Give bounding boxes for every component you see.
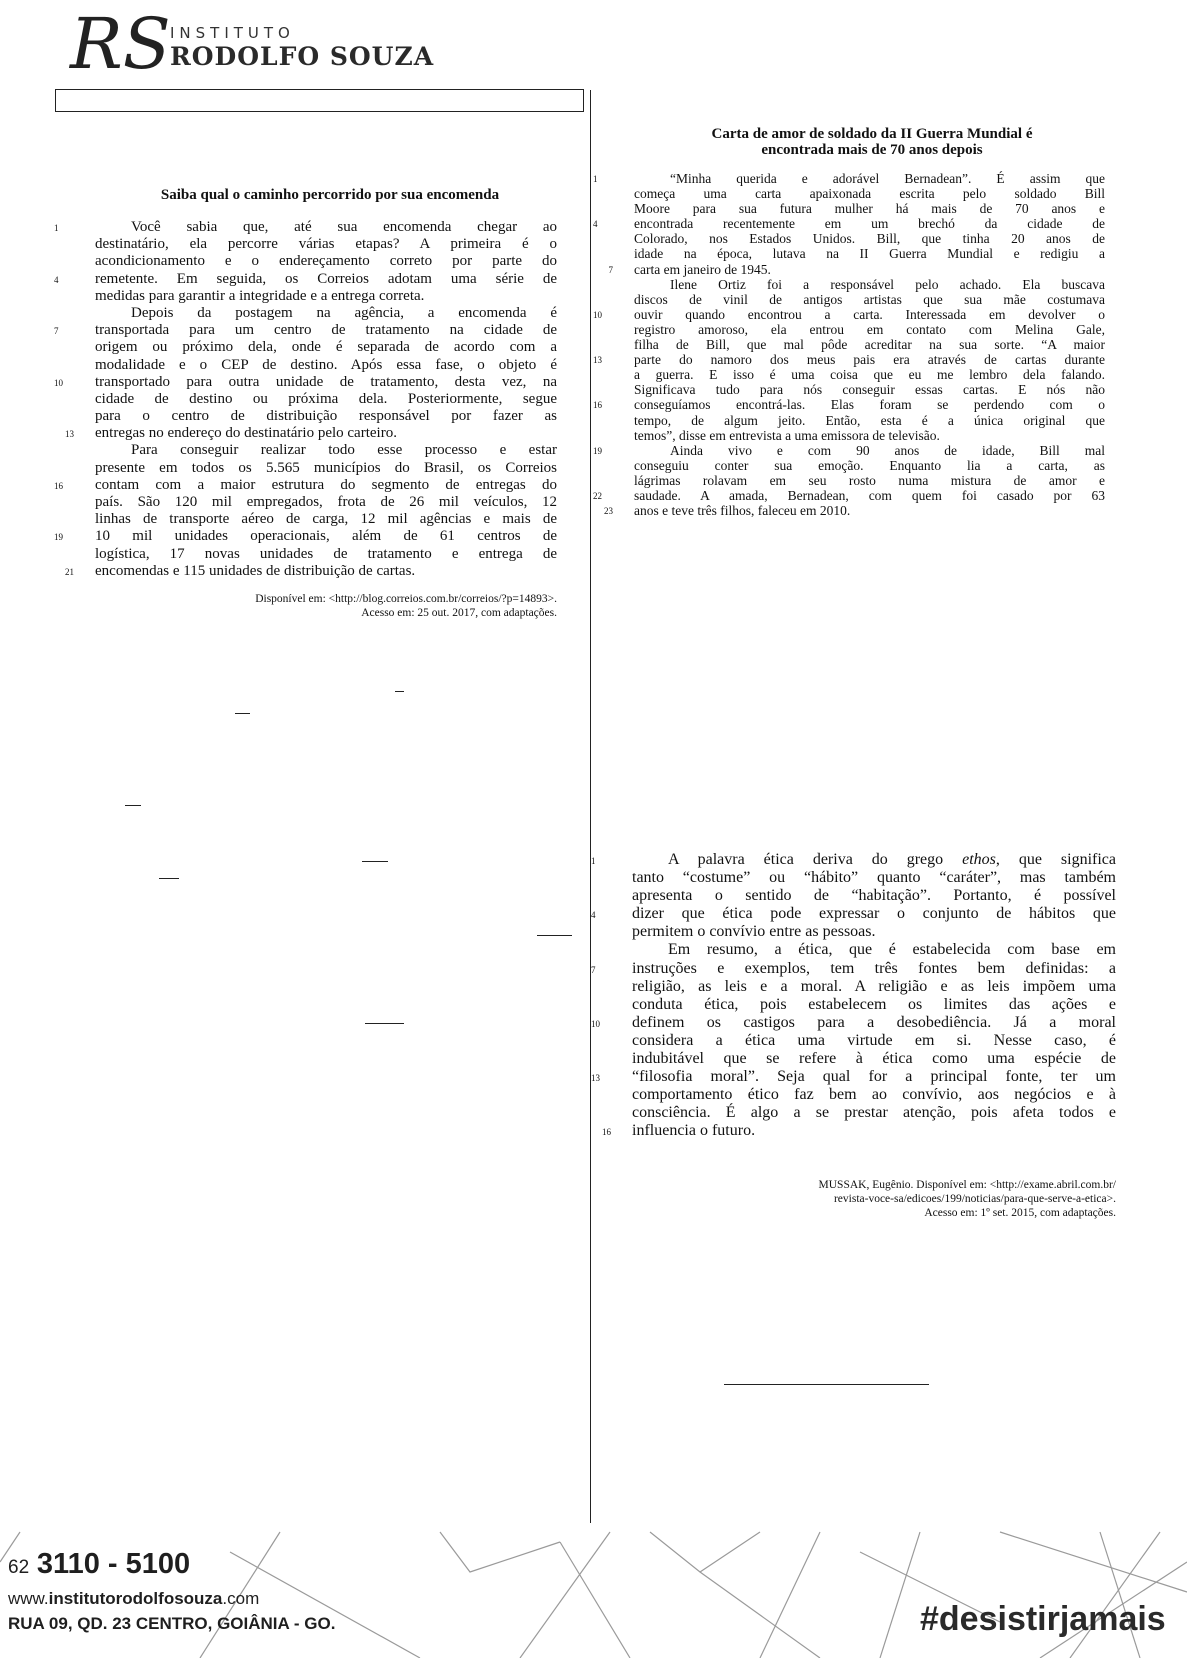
underline-mark bbox=[235, 713, 250, 714]
line-text: filha de Bill, que mal pôde acreditar na sua sorte. “A maior bbox=[634, 337, 1105, 353]
text-line bbox=[54, 373, 557, 391]
text3-source-line2: revista-voce-sa/edicoes/199/noticias/para-que-serve-a-etica>. bbox=[833, 1193, 1116, 1205]
line-number: 1 bbox=[54, 223, 59, 233]
line-text: Ilene Ortiz foi a responsável pelo achado. Ela buscava bbox=[670, 276, 1105, 292]
site-suffix: .com bbox=[222, 1589, 260, 1608]
text-line bbox=[65, 562, 557, 580]
line-text: Colorado, nos Estados Unidos. Bill, que tinha 20 anos de bbox=[634, 231, 1105, 247]
site-domain: institutorodolfosouza bbox=[48, 1589, 223, 1608]
text-line bbox=[602, 1122, 1116, 1140]
line-text: saudade. A amada, Bernadean, com quem foi casado por 63 bbox=[634, 487, 1105, 503]
text-line bbox=[591, 1013, 1116, 1032]
text-line bbox=[54, 476, 557, 494]
text-line bbox=[95, 236, 557, 253]
text-line bbox=[591, 905, 1116, 923]
line-text: apresenta o sentido de “habitação”. Portanto, é possível bbox=[632, 887, 1116, 905]
text-line bbox=[632, 1050, 1116, 1068]
line-number: 22 bbox=[593, 490, 602, 501]
text-line bbox=[634, 367, 1105, 382]
line-text: considera a ética uma virtude em si. Nesse caso, é bbox=[632, 1031, 1116, 1049]
text-line bbox=[632, 1032, 1116, 1050]
text-line bbox=[634, 186, 1105, 201]
line-number: 1 bbox=[591, 856, 596, 866]
line-text: instruções e exemplos, tem três fontes bem definidas: a bbox=[632, 959, 1116, 977]
text-line bbox=[591, 1068, 1116, 1086]
line-text: consciência. É algo a se prestar atenção, pois afeta todos e bbox=[632, 1104, 1116, 1122]
text1-title: Saiba qual o caminho percorrido por sua encomenda bbox=[160, 187, 500, 203]
text-line bbox=[634, 322, 1105, 337]
line-text: “Minha querida e adorável Bernadean”. É assim que bbox=[670, 171, 1105, 186]
text-line bbox=[95, 511, 557, 528]
line-text: Para conseguir realizar todo esse processo e estar bbox=[131, 442, 557, 459]
text-line bbox=[632, 996, 1116, 1014]
line-text: remetente. Em seguida, os Correios adotam uma série de bbox=[95, 270, 557, 287]
line-text: acondicionamento e o endereçamento correto por parte do bbox=[95, 253, 557, 270]
line-text: destinatário, ela percorre várias etapas? A primeira é o bbox=[95, 236, 557, 253]
line-text: discos de vinil de antigos artistas que sua mãe costumava bbox=[634, 291, 1105, 307]
line-number: 16 bbox=[602, 1127, 611, 1138]
text-line bbox=[593, 216, 1105, 232]
line-text: temos”, disse em entrevista a uma emissora de televisão. bbox=[634, 427, 940, 443]
phone-number: 3110 - 5100 bbox=[36, 1548, 191, 1580]
footer-website[interactable] bbox=[8, 1589, 259, 1609]
text-line bbox=[95, 339, 557, 356]
text-line bbox=[632, 1104, 1116, 1122]
text3-source-line3: Acesso em: 1º set. 2015, com adaptações. bbox=[924, 1207, 1116, 1219]
line-text: Moore para sua futura mulher há mais de 70 anos e bbox=[634, 201, 1105, 217]
text-line bbox=[632, 1086, 1116, 1104]
line-number: 16 bbox=[54, 480, 63, 491]
line-text: começa uma carta apaixonada escrita pelo soldado Bill bbox=[634, 186, 1105, 202]
line-text: Em resumo, a ética, que é estabelecida com base em bbox=[668, 941, 1116, 959]
line-text: medidas para garantir a integridade e a entrega correta. bbox=[95, 287, 425, 304]
text-line bbox=[634, 337, 1105, 352]
line-number: 19 bbox=[54, 532, 63, 543]
text2-title bbox=[632, 126, 1112, 158]
text-line bbox=[95, 305, 557, 322]
line-number: 7 bbox=[591, 964, 596, 975]
line-text: conseguíamos encontrá-las. Elas foram se perdendo com o bbox=[634, 397, 1105, 413]
text3-source bbox=[632, 1178, 1116, 1220]
text-line bbox=[634, 231, 1105, 246]
phone-prefix: 62 bbox=[8, 1557, 30, 1578]
line-text: presente em todos os 5.565 municípios do Brasil, os Correios bbox=[95, 459, 557, 476]
line-text: Depois da postagem na agência, a encomenda é bbox=[131, 304, 557, 321]
text-line bbox=[54, 322, 557, 339]
underline-mark bbox=[537, 935, 572, 936]
text-line bbox=[634, 201, 1105, 216]
line-number: 4 bbox=[591, 910, 596, 921]
line-text: país. São 120 mil empregados, frota de 26 mil veículos, 12 bbox=[95, 494, 557, 510]
line-number: 10 bbox=[591, 1018, 600, 1029]
line-text: encontrada recentemente em um brechó da cidade de bbox=[634, 216, 1105, 232]
line-text: tempo, de algum jeito. Então, esta é a única original que bbox=[634, 412, 1105, 428]
text1-source-line2: Acesso em: 25 out. 2017, com adaptações. bbox=[361, 607, 557, 619]
line-number: 23 bbox=[604, 506, 613, 517]
text-line bbox=[591, 959, 1116, 978]
line-text: 10 mil unidades operacionais, além de 61 centros de bbox=[95, 528, 557, 545]
footer-phone bbox=[8, 1548, 190, 1581]
text-line bbox=[54, 219, 557, 236]
line-number: 4 bbox=[593, 219, 598, 230]
footer-address: RUA 09, QD. 23 CENTRO, GOIÂNIA - GO. bbox=[8, 1614, 336, 1633]
line-text: modalidade e o CEP de destino. Após essa fase, o objeto é bbox=[95, 356, 557, 373]
text-line bbox=[632, 869, 1116, 887]
text-line bbox=[632, 941, 1116, 959]
line-number: 19 bbox=[593, 445, 602, 456]
line-text: ouvir quando encontrou a carta. Interessada em devolver o bbox=[634, 306, 1105, 322]
line-text: definem os castigos para a desobediência. Já a moral bbox=[632, 1013, 1116, 1031]
column-divider bbox=[590, 90, 591, 1523]
underline-mark bbox=[125, 805, 141, 806]
text3-body bbox=[591, 851, 1116, 1141]
text-line bbox=[593, 442, 1105, 458]
underline-mark bbox=[365, 1023, 404, 1024]
line-text: comportamento ético faz bem ao convívio, aos negócios e à bbox=[632, 1086, 1116, 1104]
text-line bbox=[95, 288, 557, 305]
text-line bbox=[634, 382, 1105, 397]
line-text: permitem o convívio entre as pessoas. bbox=[632, 923, 876, 941]
logo-letters: RS bbox=[70, 3, 171, 85]
text-line bbox=[54, 528, 557, 545]
text2-title-line2: encontrada mais de 70 anos depois bbox=[761, 142, 983, 158]
header-blank-box bbox=[55, 89, 584, 112]
line-text: transportado para outra unidade de tratamento, desta vez, na bbox=[95, 373, 557, 390]
line-text: conduta ética, pois estabelecem os limites das ações e bbox=[632, 995, 1116, 1013]
line-number: 7 bbox=[608, 264, 613, 275]
line-text: indubitável que se refere à ética como uma espécie de bbox=[632, 1050, 1116, 1068]
line-text: origem ou próximo dela, onde é separada de acordo com a bbox=[95, 339, 557, 356]
line-number: 7 bbox=[54, 326, 59, 337]
line-text: A palavra ética deriva do grego ethos, que significa bbox=[668, 851, 1116, 868]
line-text: Significava tudo para nós conseguir essas cartas. E nós não bbox=[634, 382, 1105, 398]
line-text: linhas de transporte aéreo de carga, 12 mil agências e mais de bbox=[95, 511, 557, 528]
text1-source-line1: Disponível em: <http://blog.correios.com.br/correios/?p=14893>. bbox=[255, 593, 557, 605]
line-number: 1 bbox=[593, 174, 598, 184]
line-text: logística, 17 novas unidades de tratamento e entrega de bbox=[95, 545, 557, 562]
line-number: 16 bbox=[593, 400, 602, 411]
line-text: tanto “costume” ou “hábito” quanto “caráter”, mas também bbox=[632, 869, 1116, 887]
text-line bbox=[65, 425, 557, 442]
line-text: carta em janeiro de 1945. bbox=[634, 261, 771, 277]
line-text: religião, as leis e a moral. A religião e as leis impõem uma bbox=[632, 977, 1116, 995]
line-text: registro amoroso, ela entrou em contato com Melina Gale, bbox=[634, 321, 1105, 337]
text-line bbox=[95, 460, 557, 477]
underline-mark bbox=[395, 691, 404, 692]
text-line bbox=[632, 978, 1116, 996]
line-text: lágrimas rolavam em seu rosto numa mistura de amor e bbox=[634, 472, 1105, 488]
text-line bbox=[95, 391, 557, 408]
line-text: influencia o futuro. bbox=[632, 1122, 756, 1140]
line-text: conseguiu conter sua emoção. Enquanto lia a carta, as bbox=[634, 457, 1105, 473]
line-number: 4 bbox=[54, 274, 59, 285]
text-line bbox=[593, 306, 1105, 322]
line-text: Ainda vivo e com 90 anos de idade, Bill mal bbox=[670, 442, 1105, 458]
line-text: anos e teve três filhos, faleceu em 2010. bbox=[634, 503, 851, 519]
logo-rodolfo-souza: RODOLFO SOUZA bbox=[170, 42, 435, 71]
text-line bbox=[95, 494, 557, 511]
text1-body bbox=[54, 219, 557, 580]
answer-line bbox=[724, 1384, 929, 1385]
line-number: 13 bbox=[591, 1073, 600, 1084]
text-line bbox=[604, 503, 1105, 519]
text-line bbox=[634, 458, 1105, 473]
text2-body bbox=[593, 171, 1105, 519]
text-line bbox=[95, 357, 557, 374]
line-number: 10 bbox=[54, 377, 63, 388]
text-line bbox=[593, 171, 1105, 186]
line-number: 21 bbox=[65, 566, 74, 577]
line-text: idade na época, lutava na II Guerra Mundial e redigiu a bbox=[634, 246, 1105, 262]
line-text: Você sabia que, até sua encomenda chegar ao bbox=[131, 219, 557, 235]
text3-source-line1: MUSSAK, Eugênio. Disponível em: <http://exame.abril.com.br/ bbox=[818, 1179, 1116, 1191]
text-line bbox=[95, 408, 557, 425]
text-line bbox=[632, 887, 1116, 905]
logo-instituto: INSTITUTO bbox=[170, 24, 295, 42]
text-line bbox=[95, 546, 557, 563]
line-text: cidade de destino ou próxima dela. Posteriormente, segue bbox=[95, 390, 557, 407]
underline-mark bbox=[362, 861, 388, 862]
text-line bbox=[634, 246, 1105, 261]
line-text: para o centro de distribuição responsável por fazer as bbox=[95, 408, 557, 425]
line-number: 10 bbox=[593, 309, 602, 320]
text1-source bbox=[95, 592, 557, 620]
text-line bbox=[95, 253, 557, 270]
text-line bbox=[634, 473, 1105, 488]
text-line bbox=[591, 851, 1116, 869]
logo-rs-mark bbox=[70, 3, 171, 85]
text-line bbox=[593, 352, 1105, 368]
line-number: 13 bbox=[65, 429, 74, 440]
line-text: a guerra. E isso é uma coisa que eu me lembro dela falando. bbox=[634, 367, 1105, 383]
line-text: contam com a maior estrutura do segmento de entregas do bbox=[95, 476, 557, 493]
line-text: parte do namoro dos meus pais era através de cartas durante bbox=[634, 352, 1105, 368]
text-line bbox=[608, 261, 1105, 277]
text-line bbox=[95, 442, 557, 459]
underline-mark bbox=[159, 878, 179, 879]
text-line bbox=[54, 270, 557, 288]
line-text: transportada para um centro de tratamento na cidade de bbox=[95, 322, 557, 339]
text-line bbox=[632, 923, 1116, 941]
line-text: dizer que ética pode expressar o conjunto de hábitos que bbox=[632, 905, 1116, 923]
site-prefix: www. bbox=[8, 1589, 49, 1608]
text-line bbox=[634, 292, 1105, 307]
text-line bbox=[634, 277, 1105, 292]
line-text: “filosofia moral”. Seja qual for a principal fonte, ter um bbox=[632, 1068, 1116, 1086]
text-line bbox=[634, 413, 1105, 428]
line-text: encomendas e 115 unidades de distribuição de cartas. bbox=[95, 562, 416, 579]
line-number: 13 bbox=[593, 355, 602, 366]
text-line bbox=[634, 428, 1105, 443]
line-text: entregas no endereço do destinatário pelo carteiro. bbox=[95, 425, 397, 442]
text-line bbox=[593, 487, 1105, 503]
text2-title-line1: Carta de amor de soldado da II Guerra Mundial é bbox=[711, 126, 1033, 142]
text-line bbox=[593, 397, 1105, 413]
footer-hashtag: #desistirjamais bbox=[920, 1600, 1166, 1638]
